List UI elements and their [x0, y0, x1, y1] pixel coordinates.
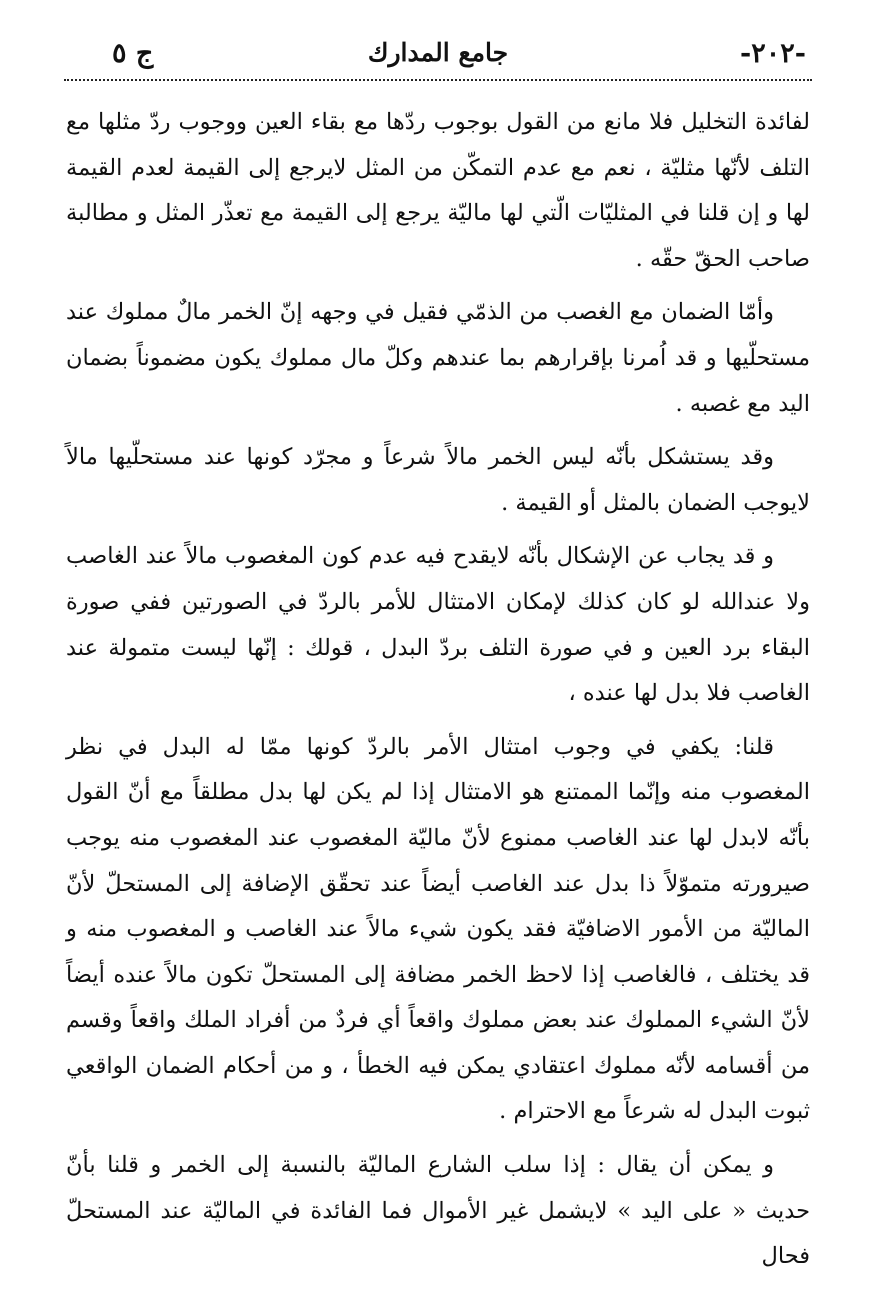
page-header [64, 32, 812, 78]
paragraph: قلنا: يكفي في وجوب امتثال الأمر بالردّ كونها ممّا له البدل في نظر المغصوب منه وإنّما الممتنع هو الامتثال إذا لم يكن لها بدل مطلقاً مع أنّ القول بأنّه لابدل لها عند الغاصب ممنوع لأنّ ماليّة المغصوب عند المغصوب منه يوجب صيرورته متموّلاً ذا بدل عند الغاصب أيضاً عند تحقّق الإضافة إلى المستحلّ لأنّ الماليّة من الأمور الاضافيّة فقد يكون شيء مالاً عند الغاصب و المغصوب منه و قد يختلف ، فالغاصب إذا لاحظ الخمر مضافة إلى المستحلّ تكون مالاً عنده أيضاً لأنّ الشيء المملوك عند بعض مملوك واقعاً أي فردٌ من أفراد الملك واقعاً وقسم من أقسامه لأنّه مملوك اعتقادي يمكن فيه الخطأ ، و من أحكام الضمان الواقعي ثبوت البدل له شرعاً مع الاحترام . [66, 733, 810, 1125]
paragraph: وأمّا الضمان مع الغصب من الذمّي فقيل في وجهه إنّ الخمر مالٌ مملوك عند مستحلّيها و قد اُمرنا بإقرارهم بما عندهم وكلّ مال مملوك يكون مضموناً بضمان اليد مع غصبه . [66, 299, 810, 417]
paragraph: لفائدة التخليل فلا مانع من القول بوجوب ردّها مع بقاء العين ووجوب ردّ مثلها مع التلف لأنّها مثليّة ، نعم مع عدم التمكّن من المثل لايرجع إلى القيمة لعدم القيمة لها و إن قلنا في المثليّات الّتي لها ماليّة يرجع إلى القيمة مع تعذّر المثل و مطالبة صاحب الحقّ حقّه . [66, 109, 810, 272]
running-title: جامع المدارك [367, 38, 509, 67]
paragraph: وقد يستشكل بأنّه ليس الخمر مالاً شرعاً و مجرّد كونها عند مستحلّيها مالاً لايوجب الضمان بالمثل أو القيمة . [66, 444, 810, 516]
header-dotted-rule [64, 79, 812, 81]
volume-number: ج ٥ [112, 38, 154, 69]
paragraph: و قد يجاب عن الإشكال بأنّه لايقدح فيه عدم كون المغصوب مالاً عند الغاصب ولا عندالله لو كان كذلك لإمكان الامتثال للأمر بالردّ في الصورتين ففي صورة البقاء برد العين و في صورة التلف بردّ البدل ، قولك : إنّها ليست متمولة عند الغاصب فلا بدل لها عنده ، [66, 543, 810, 707]
page-number: -٢٠٢- [740, 38, 806, 69]
paragraph: و يمكن أن يقال : إذا سلب الشارع الماليّة بالنسبة إلى الخمر و قلنا بأنّ حديث « على اليد » لايشمل غير الأموال فما الفائدة في الماليّة عند المستحلّ فحال [66, 1152, 810, 1270]
main-text [66, 100, 810, 1288]
